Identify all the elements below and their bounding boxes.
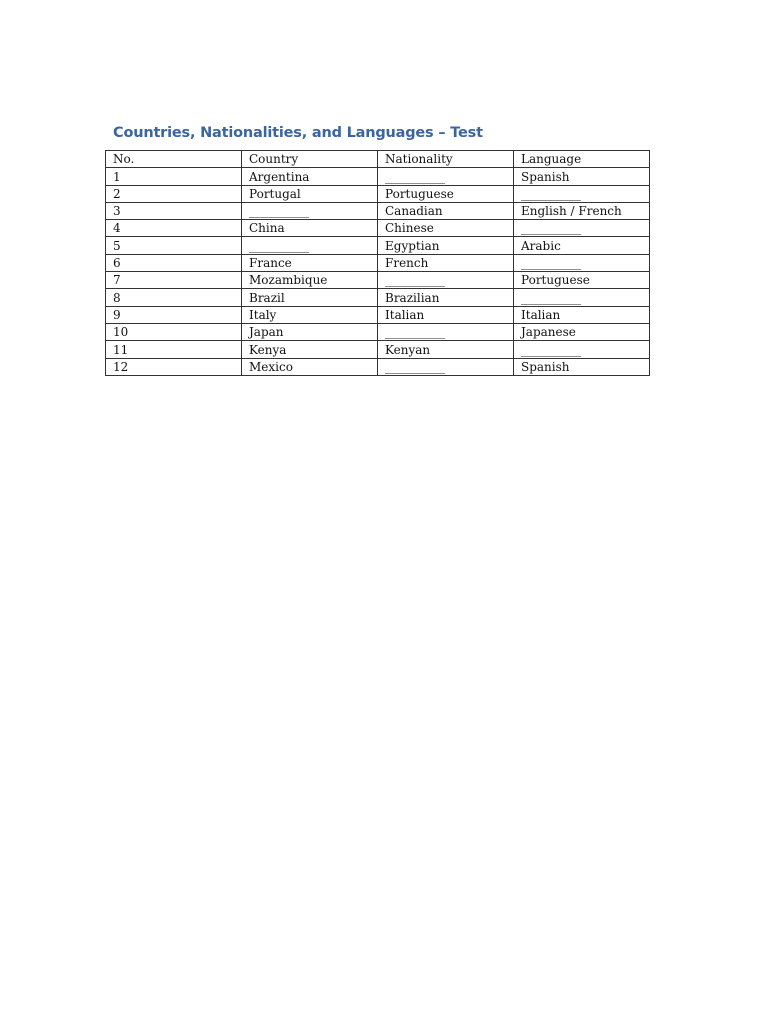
cell-no: 4 [106, 220, 242, 237]
cell-country: Kenya [242, 341, 378, 358]
cell-language: Spanish [514, 358, 650, 375]
countries-table [105, 150, 650, 376]
table-row [106, 185, 650, 202]
cell-nationality: Italian [378, 306, 514, 323]
cell-no: 9 [106, 306, 242, 323]
cell-nationality: French [378, 254, 514, 271]
document-title: Countries, Nationalities, and Languages – Test [113, 125, 483, 141]
cell-nationality: Brazilian [378, 289, 514, 306]
cell-country: Portugal [242, 185, 378, 202]
table-row [106, 341, 650, 358]
cell-nationality: Canadian [378, 202, 514, 219]
table-header-row [106, 151, 650, 168]
cell-language: __________ [514, 254, 650, 271]
cell-language: Portuguese [514, 272, 650, 289]
cell-no: 1 [106, 168, 242, 185]
cell-language: __________ [514, 185, 650, 202]
table-row [106, 272, 650, 289]
cell-nationality: Kenyan [378, 341, 514, 358]
cell-language: __________ [514, 220, 650, 237]
cell-no: 10 [106, 323, 242, 340]
header-country: Country [242, 151, 378, 168]
cell-nationality: __________ [378, 323, 514, 340]
cell-country: __________ [242, 202, 378, 219]
cell-no: 6 [106, 254, 242, 271]
cell-language: Arabic [514, 237, 650, 254]
cell-nationality: Egyptian [378, 237, 514, 254]
table-row [106, 306, 650, 323]
cell-country: Mozambique [242, 272, 378, 289]
cell-no: 11 [106, 341, 242, 358]
cell-country: Japan [242, 323, 378, 340]
cell-nationality: __________ [378, 272, 514, 289]
cell-no: 12 [106, 358, 242, 375]
header-no: No. [106, 151, 242, 168]
header-nationality: Nationality [378, 151, 514, 168]
cell-country: Argentina [242, 168, 378, 185]
cell-no: 5 [106, 237, 242, 254]
table-row [106, 323, 650, 340]
cell-language: English / French [514, 202, 650, 219]
cell-country: Italy [242, 306, 378, 323]
cell-language: __________ [514, 341, 650, 358]
cell-country: France [242, 254, 378, 271]
cell-nationality: Portuguese [378, 185, 514, 202]
cell-nationality: __________ [378, 168, 514, 185]
table-row [106, 220, 650, 237]
cell-no: 3 [106, 202, 242, 219]
cell-nationality: __________ [378, 358, 514, 375]
cell-language: Spanish [514, 168, 650, 185]
cell-no: 8 [106, 289, 242, 306]
cell-language: __________ [514, 289, 650, 306]
cell-country: __________ [242, 237, 378, 254]
cell-country: Mexico [242, 358, 378, 375]
table-row [106, 202, 650, 219]
table-row [106, 289, 650, 306]
cell-no: 2 [106, 185, 242, 202]
cell-language: Italian [514, 306, 650, 323]
cell-country: China [242, 220, 378, 237]
table-row [106, 237, 650, 254]
table-row [106, 168, 650, 185]
table-row [106, 358, 650, 375]
header-language: Language [514, 151, 650, 168]
cell-country: Brazil [242, 289, 378, 306]
cell-nationality: Chinese [378, 220, 514, 237]
table-row [106, 254, 650, 271]
cell-no: 7 [106, 272, 242, 289]
cell-language: Japanese [514, 323, 650, 340]
